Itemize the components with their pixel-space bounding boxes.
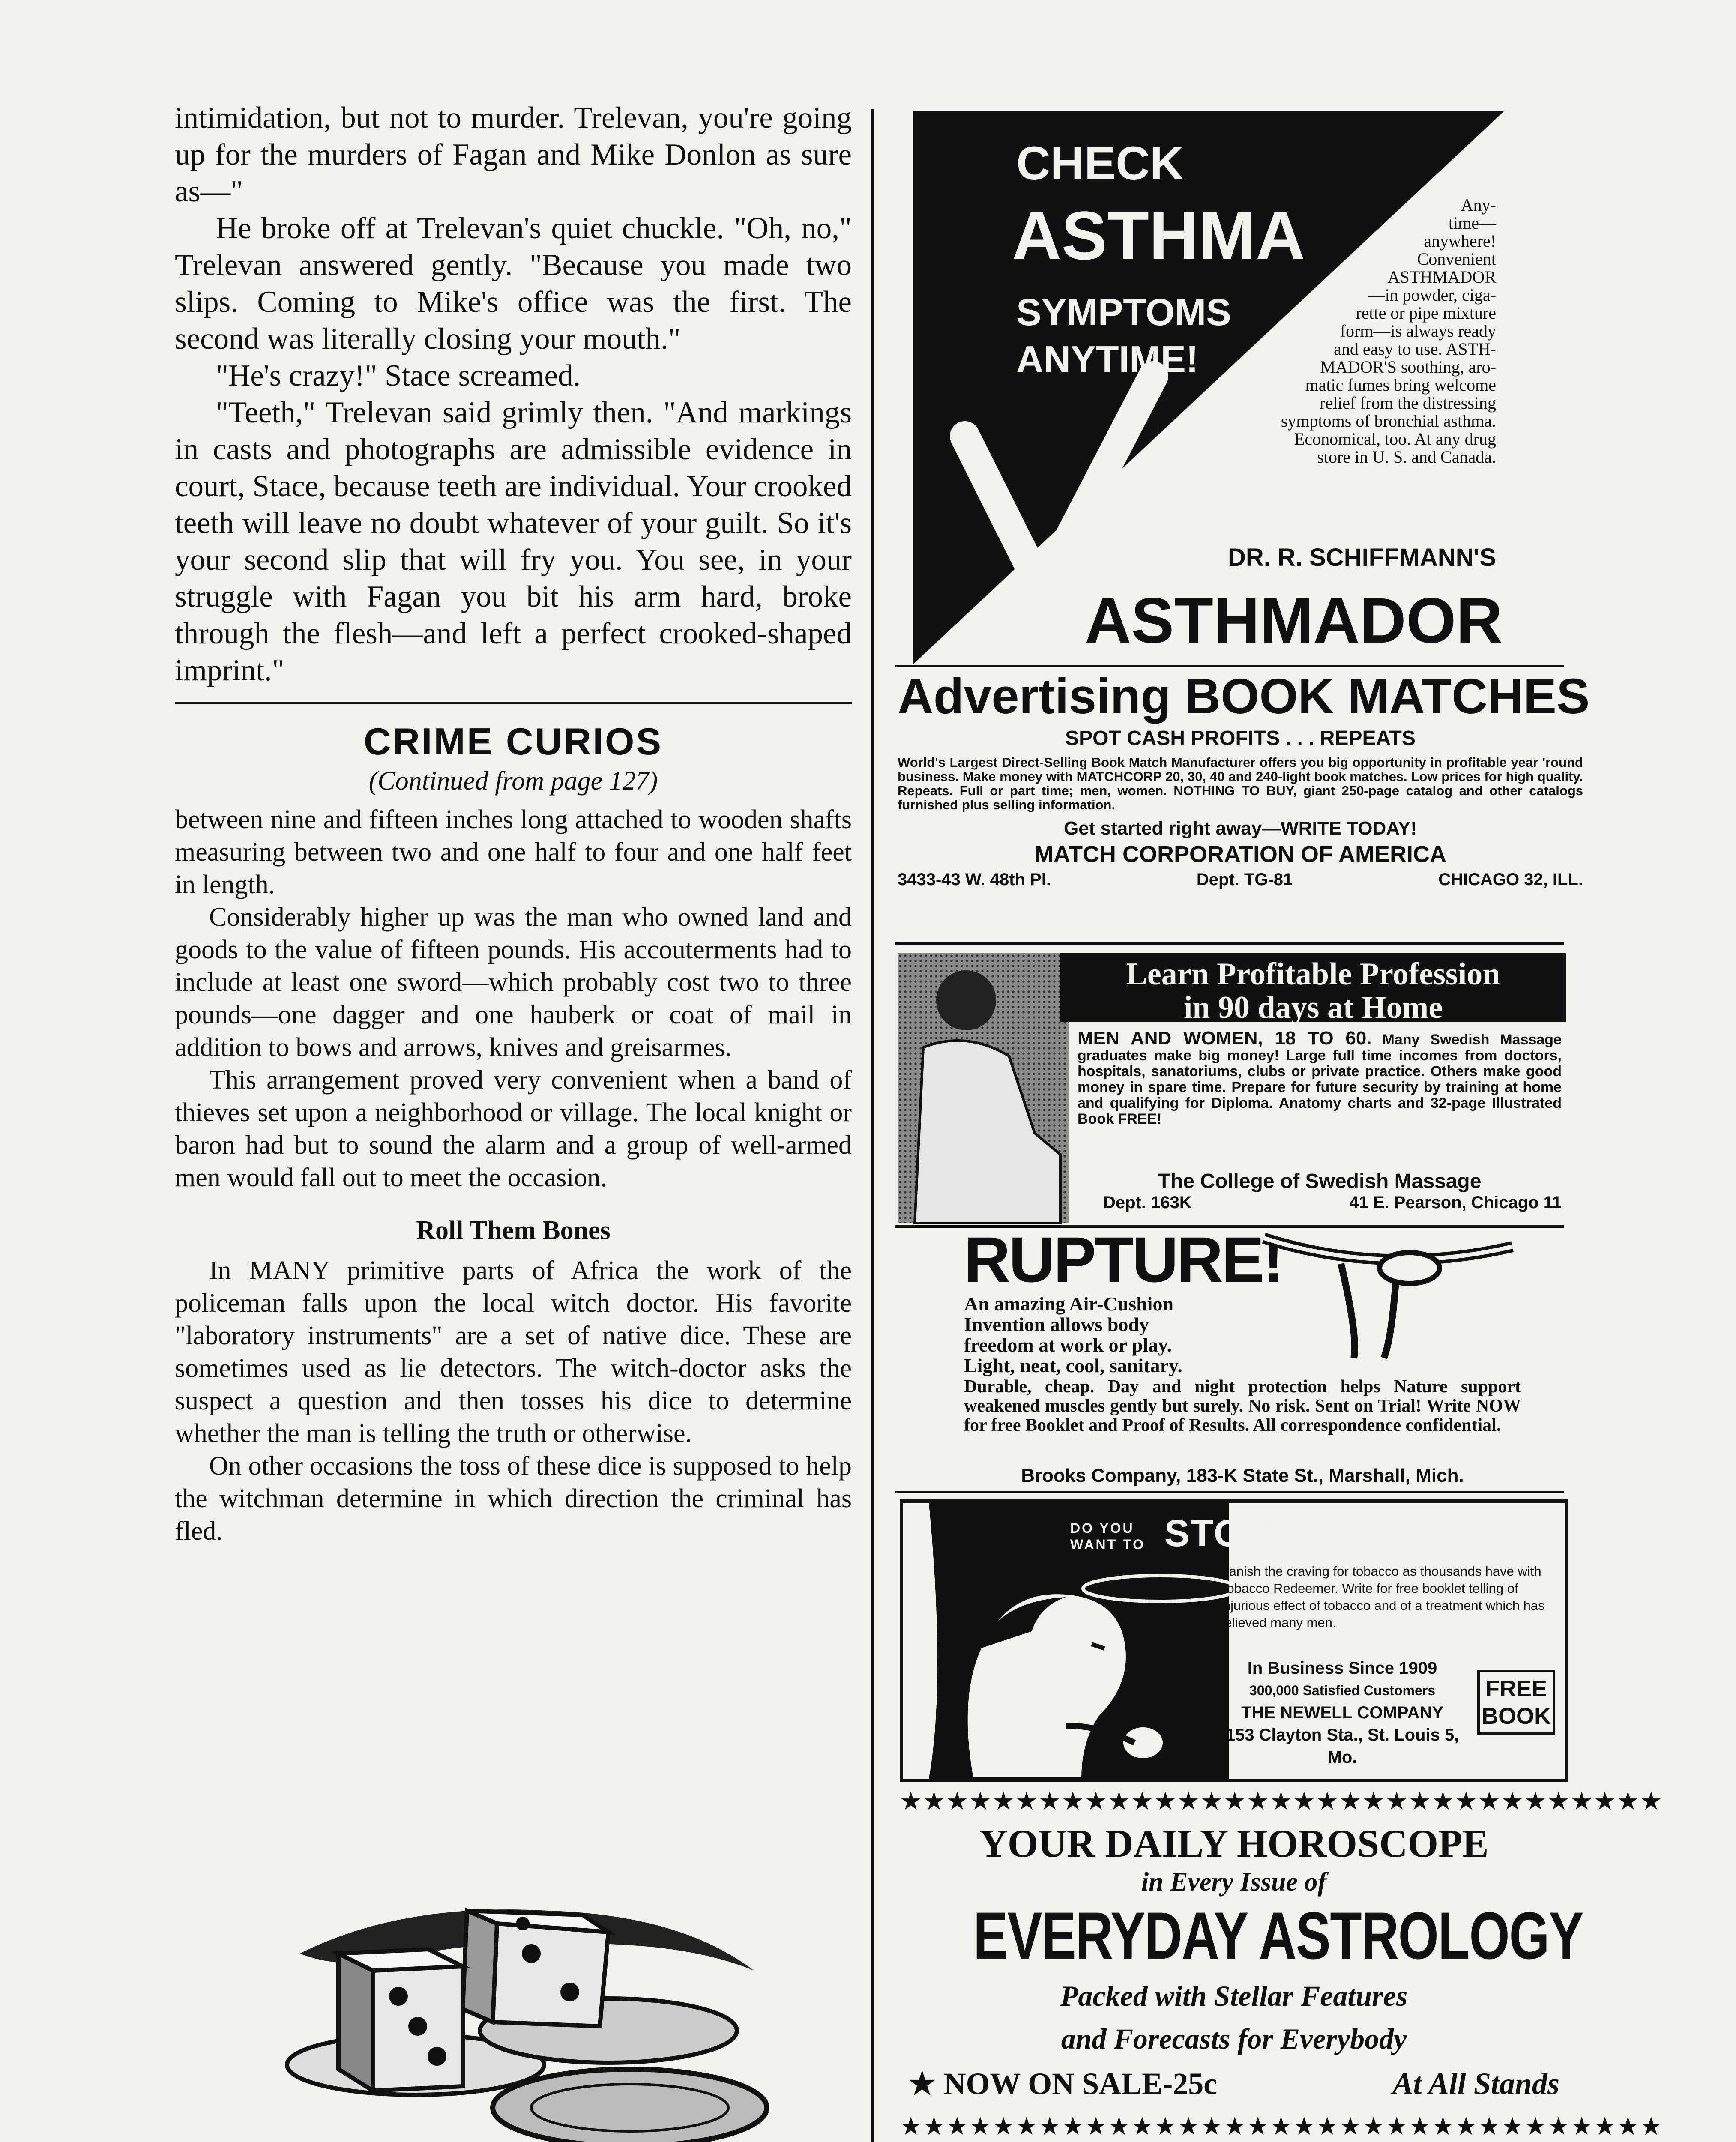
tobacco-free-book-box	[1477, 1670, 1555, 1735]
tobacco-body: Banish the craving for tobacco as thousands have with Tobacco Redeemer. Write for free booklet telling of injurious effect of tobacco and of a treatment which has relieved many men.	[1220, 1564, 1545, 1630]
horoscope-stands: At All Stands	[1392, 2067, 1559, 2101]
rupture-body: Durable, cheap. Day and night protection helps Nature support weakened muscles gently but surely. No risk. Sent on Trial! Write NOW for free Booklet and Proof of Results. All correspondence confidential.	[964, 1377, 1521, 1435]
asthma-symptoms: SYMPTOMS	[1016, 291, 1232, 333]
rupture-line: freedom at work or play.	[964, 1334, 1172, 1356]
ad-divider	[895, 942, 1564, 945]
rupture-line: Invention allows body	[964, 1313, 1149, 1335]
horoscope-line1: YOUR DAILY HOROSCOPE	[979, 1822, 1489, 1865]
section-title: CRIME CURIOS	[363, 720, 663, 763]
horoscope-line4: and Forecasts for Everybody	[1061, 2022, 1407, 2055]
tobacco-address: 153 Clayton Sta., St. Louis 5, Mo.	[1225, 1726, 1459, 1767]
bones-paragraph-2: On other occasions the toss of these dice is supposed to help the witchman determine in which direction the criminal has fled.	[175, 1451, 852, 1546]
horoscope-line2: in Every Issue of	[1141, 1867, 1327, 1897]
matches-title: Advertising BOOK MATCHES	[898, 668, 1590, 724]
dice-illustration	[274, 1885, 788, 2142]
tobacco-contact	[1220, 1657, 1464, 1768]
ad-everyday-astrology	[900, 1786, 1663, 2142]
rupture-line: An amazing Air-Cushion	[964, 1293, 1174, 1315]
massage-address-row	[1103, 1193, 1562, 1212]
asthma-body-line: relief from the distressing	[1319, 393, 1496, 413]
curios-paragraph-2: Considerably higher up was the man who owned land and goods to the value of fifteen pounds. His accouterments had to include at least one sword—which probably cost two to three pounds—one dagger and one hauberk or coat of mail in addition to bows and arrows, knives and greisarmes.	[175, 903, 852, 1062]
ad-asthmador	[913, 111, 1505, 664]
massage-photo-figure	[898, 953, 1069, 1223]
matches-address-row	[898, 870, 1583, 889]
horoscope-sale: ★ NOW ON SALE-25c	[908, 2067, 1218, 2101]
matches-subtitle: SPOT CASH PROFITS . . . REPEATS	[1065, 727, 1416, 750]
asthma-body-line: MADOR'S soothing, aro-	[1320, 357, 1496, 377]
matches-city: CHICAGO 32, ILL.	[1438, 870, 1583, 889]
ad-divider	[895, 665, 1564, 667]
massage-title-1: Learn Profitable Profession	[1126, 957, 1500, 992]
asthma-body-line: anywhere!	[1424, 231, 1496, 251]
matches-body: World's Largest Direct-Selling Book Match Manufacturer offers you big opportunity in profitable year 'round business. Make money with MATCHCORP 20, 30, 40 and 240-light book matches. Low prices for high quality. Repeats. Full or part time; men, women. NOTHING TO BUY, giant 250-page catalog and other catalogs furnished plus selling information.	[898, 755, 1583, 812]
tobacco-do-you-block	[1070, 1520, 1145, 1553]
horoscope-line3: Packed with Stellar Features	[1060, 1980, 1408, 2012]
matches-company: MATCH CORPORATION OF AMERICA	[1034, 841, 1446, 867]
asthma-body-line: and easy to use. ASTH-	[1334, 339, 1496, 359]
massage-body-block	[1078, 1030, 1562, 1127]
horoscope-title: EVERYDAY ASTROLOGY	[973, 1899, 1583, 1973]
matches-cta: Get started right away—WRITE TODAY!	[1064, 818, 1417, 839]
massage-body: Many Swedish Massage graduates make big money! Large full time incomes from doctors, hospitals, sanatoriums, clubs or private practice. Others make good money in spare time. Prepare for future security by training at home and qualifying for Diploma. Anatomy charts and 32-page Illustrated Book FREE!	[1078, 1032, 1562, 1127]
tobacco-title: STOP TOBACCO?	[1164, 1512, 1500, 1554]
truss-illustration	[1255, 1230, 1521, 1371]
rupture-company: Brooks Company, 183-K State St., Marshall, Mich.	[1021, 1465, 1464, 1486]
horoscope-sale-row	[900, 2060, 1568, 2107]
asthma-body-line: time—	[1448, 213, 1496, 233]
left-column	[175, 99, 852, 1547]
asthma-anytime: ANYTIME!	[1016, 338, 1199, 380]
asthma-body-line: store in U. S. and Canada.	[1317, 447, 1496, 467]
horoscope-stars-bottom: ★★★★★★★★★★★★★★★★★★★★★★★★★★★★★★★★★	[900, 2112, 1663, 2140]
section-divider	[175, 702, 852, 704]
asthma-body-line: matic fumes bring welcome	[1305, 375, 1496, 395]
ad-rupture	[964, 1224, 1525, 1495]
curios-paragraph-1: between nine and fifteen inches long attached to wooden shafts measuring between two and one half to four and one half feet in length.	[175, 805, 852, 899]
tobacco-since: In Business Since 1909	[1247, 1659, 1437, 1678]
asthma-body-line: Any-	[1461, 195, 1496, 215]
asthma-body-line: —in powder, ciga-	[1368, 285, 1496, 305]
asthma-brand: ASTHMADOR	[1085, 584, 1503, 656]
asthma-check: CHECK	[1016, 137, 1184, 190]
tobacco-free: FREE	[1485, 1676, 1547, 1702]
asthma-body-line: ASTHMADOR	[1387, 267, 1496, 287]
asthma-word: ASTHMA	[1012, 197, 1305, 274]
asthma-body-line: Economical, too. At any drug	[1294, 429, 1496, 449]
asthma-body-line: rette or pipe mixture	[1356, 303, 1496, 323]
massage-address: 41 E. Pearson, Chicago 11	[1349, 1193, 1562, 1212]
massage-title-2: in 90 days at Home	[1183, 990, 1443, 1025]
massage-school: The College of Swedish Massage	[1158, 1170, 1482, 1193]
asthma-body-line: Convenient	[1417, 249, 1496, 269]
column-rule	[871, 109, 874, 2142]
ad-divider	[895, 1491, 1564, 1493]
massage-photo	[898, 953, 1069, 1223]
subhead: Roll Them Bones	[416, 1216, 611, 1245]
rupture-title: RUPTURE!	[964, 1224, 1282, 1295]
tobacco-company: THE NEWELL COMPANY	[1241, 1703, 1443, 1722]
tobacco-book: BOOK	[1482, 1703, 1551, 1729]
bones-paragraph-1: In MANY primitive parts of Africa the work of the policeman falls upon the local witch doctor. His favorite "laboratory instruments" are a set of native dice. These are sometimes used as lie detectors. The witch-doctor asks the suspect a question and then tosses his dice to determine whether the man is telling the truth or otherwise.	[175, 1256, 852, 1448]
ad-stop-tobacco	[900, 1499, 1568, 1782]
asthma-doctor: DR. R. SCHIFFMANN'S	[1228, 544, 1496, 571]
rupture-line: Light, neat, cool, sanitary.	[964, 1355, 1182, 1376]
story-paragraph-1: intimidation, but not to murder. Trelevan, you're going up for the murders of Fagan and Mike Donlon as sure as—"	[175, 101, 852, 208]
horoscope-stars-top: ★★★★★★★★★★★★★★★★★★★★★★★★★★★★★★★★★	[900, 1787, 1663, 1815]
asthma-body-line: symptoms of bronchial asthma.	[1281, 411, 1496, 431]
ad-book-matches	[898, 668, 1590, 942]
matches-dept: Dept. TG-81	[1196, 870, 1293, 889]
matches-address: 3433-43 W. 48th Pl.	[898, 870, 1051, 889]
tobacco-do-you: DO YOU	[1070, 1520, 1134, 1536]
section-subtitle: (Continued from page 127)	[368, 766, 658, 796]
asthma-body-line: form—is always ready	[1340, 321, 1496, 341]
asthma-body	[1128, 196, 1496, 466]
massage-dept: Dept. 163K	[1103, 1193, 1192, 1212]
story-paragraph-4: "Teeth," Trelevan said grimly then. "And markings in casts and photographs are admissible evidence in court, Stace, because teeth are individual. Your crooked teeth will leave no doubt whatever of your guilt. So it's your second slip that will fry you. You see, in your struggle with Fagan you bit his arm hard, broke through the flesh—and left a perfect crooked-shaped imprint."	[175, 396, 852, 687]
tobacco-customers: 300,000 Satisfied Customers	[1249, 1683, 1435, 1698]
story-paragraph-3: "He's crazy!" Stace screamed.	[216, 359, 581, 392]
massage-headline: MEN AND WOMEN, 18 TO 60.	[1078, 1028, 1372, 1049]
ad-swedish-massage	[898, 953, 1566, 1223]
story-paragraph-2: He broke off at Trelevan's quiet chuckle. "Oh, no," Trelevan answered gently. "Because you made two slips. Coming to Mike's office was the first. The second was literally closing your mouth."	[175, 212, 852, 356]
rupture-lines	[964, 1294, 1264, 1376]
tobacco-want-to: WANT TO	[1070, 1537, 1145, 1552]
curios-paragraph-3: This arrangement proved very convenient when a band of thieves set upon a neighborhood or village. The local knight or baron had but to sound the alarm and a group of well-armed men would fall out to meet the occasion.	[175, 1065, 852, 1192]
